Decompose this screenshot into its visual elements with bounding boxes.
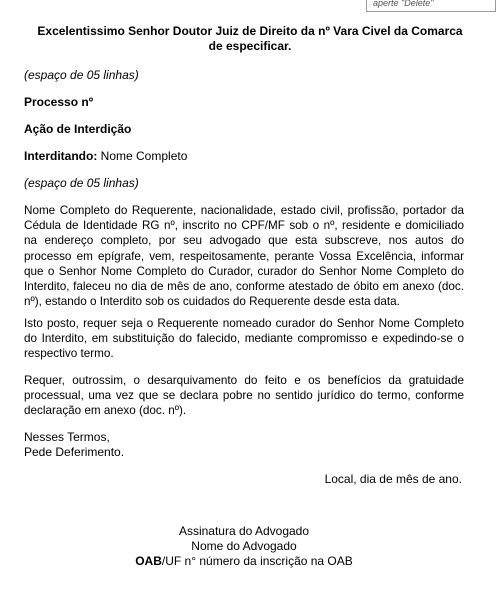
document-title: Excelentissimo Senhor Doutor Juiz de Direito da nº Vara Civel da Comarca de especificar. [37,24,463,53]
closing-line-2: Pede Deferimento. [24,445,125,459]
interditando-line [24,149,187,164]
paragraph-3: Requer, outrossim, o desarquivamento do feito e os benefícios da gratuidade processual, uma vez que se declara pobre no sentido jurídico do termo, conforme declaração em anexo (doc. nº). [24,374,464,418]
signature-block [94,524,394,569]
delete-hint-box: aperte "Delete" [366,0,496,12]
oab-detail: /UF n° número da inscrição na OAB [161,554,353,568]
signature-line: Assinatura do Advogado [178,524,310,538]
oab-label: OAB [135,554,162,568]
acao-label: Ação de Interdição [24,122,132,136]
paragraph-2: Isto posto, requer seja o Requerente nomeado curador do Senhor Nome Completo do Interdito, em substituição do falecido, mediante compromisso e expedindo-se o respectivo termo. [24,317,464,361]
spacing-note-1: (espaço de 05 linhas) [24,68,139,82]
processo-label: Processo nº [24,95,94,109]
spacing-note-2: (espaço de 05 linhas) [24,176,139,190]
closing-line-1: Nesses Termos, [24,430,110,444]
paragraph-1: Nome Completo do Requerente, nacionalidade, estado civil, profissão, portador da Cédula de Identidade RG nº, inscrito no CPF/MF sob o nº, residente e domiciliado na endereço completo, por seu advogado que esta subscreve, nos autos do processo em epígrafe, vem, respeitosamente, perante Vossa Excelência, informar que o Senhor Nome Completo do Curador, curador do Senhor Nome Completo do Interdito, faleceu no dia de mês de ano, conforme atestado de óbito em anexo (doc. nº), estando o Interdito sob os cuidados do Requerente desde esta data. [24,204,464,309]
oab-line [94,554,394,569]
interditando-label: Interditando: [24,149,98,163]
lawyer-name: Nome do Advogado [191,539,297,553]
interditando-value: Nome Completo [100,149,188,163]
place-date: Local, dia de mês de ano. [324,472,462,486]
